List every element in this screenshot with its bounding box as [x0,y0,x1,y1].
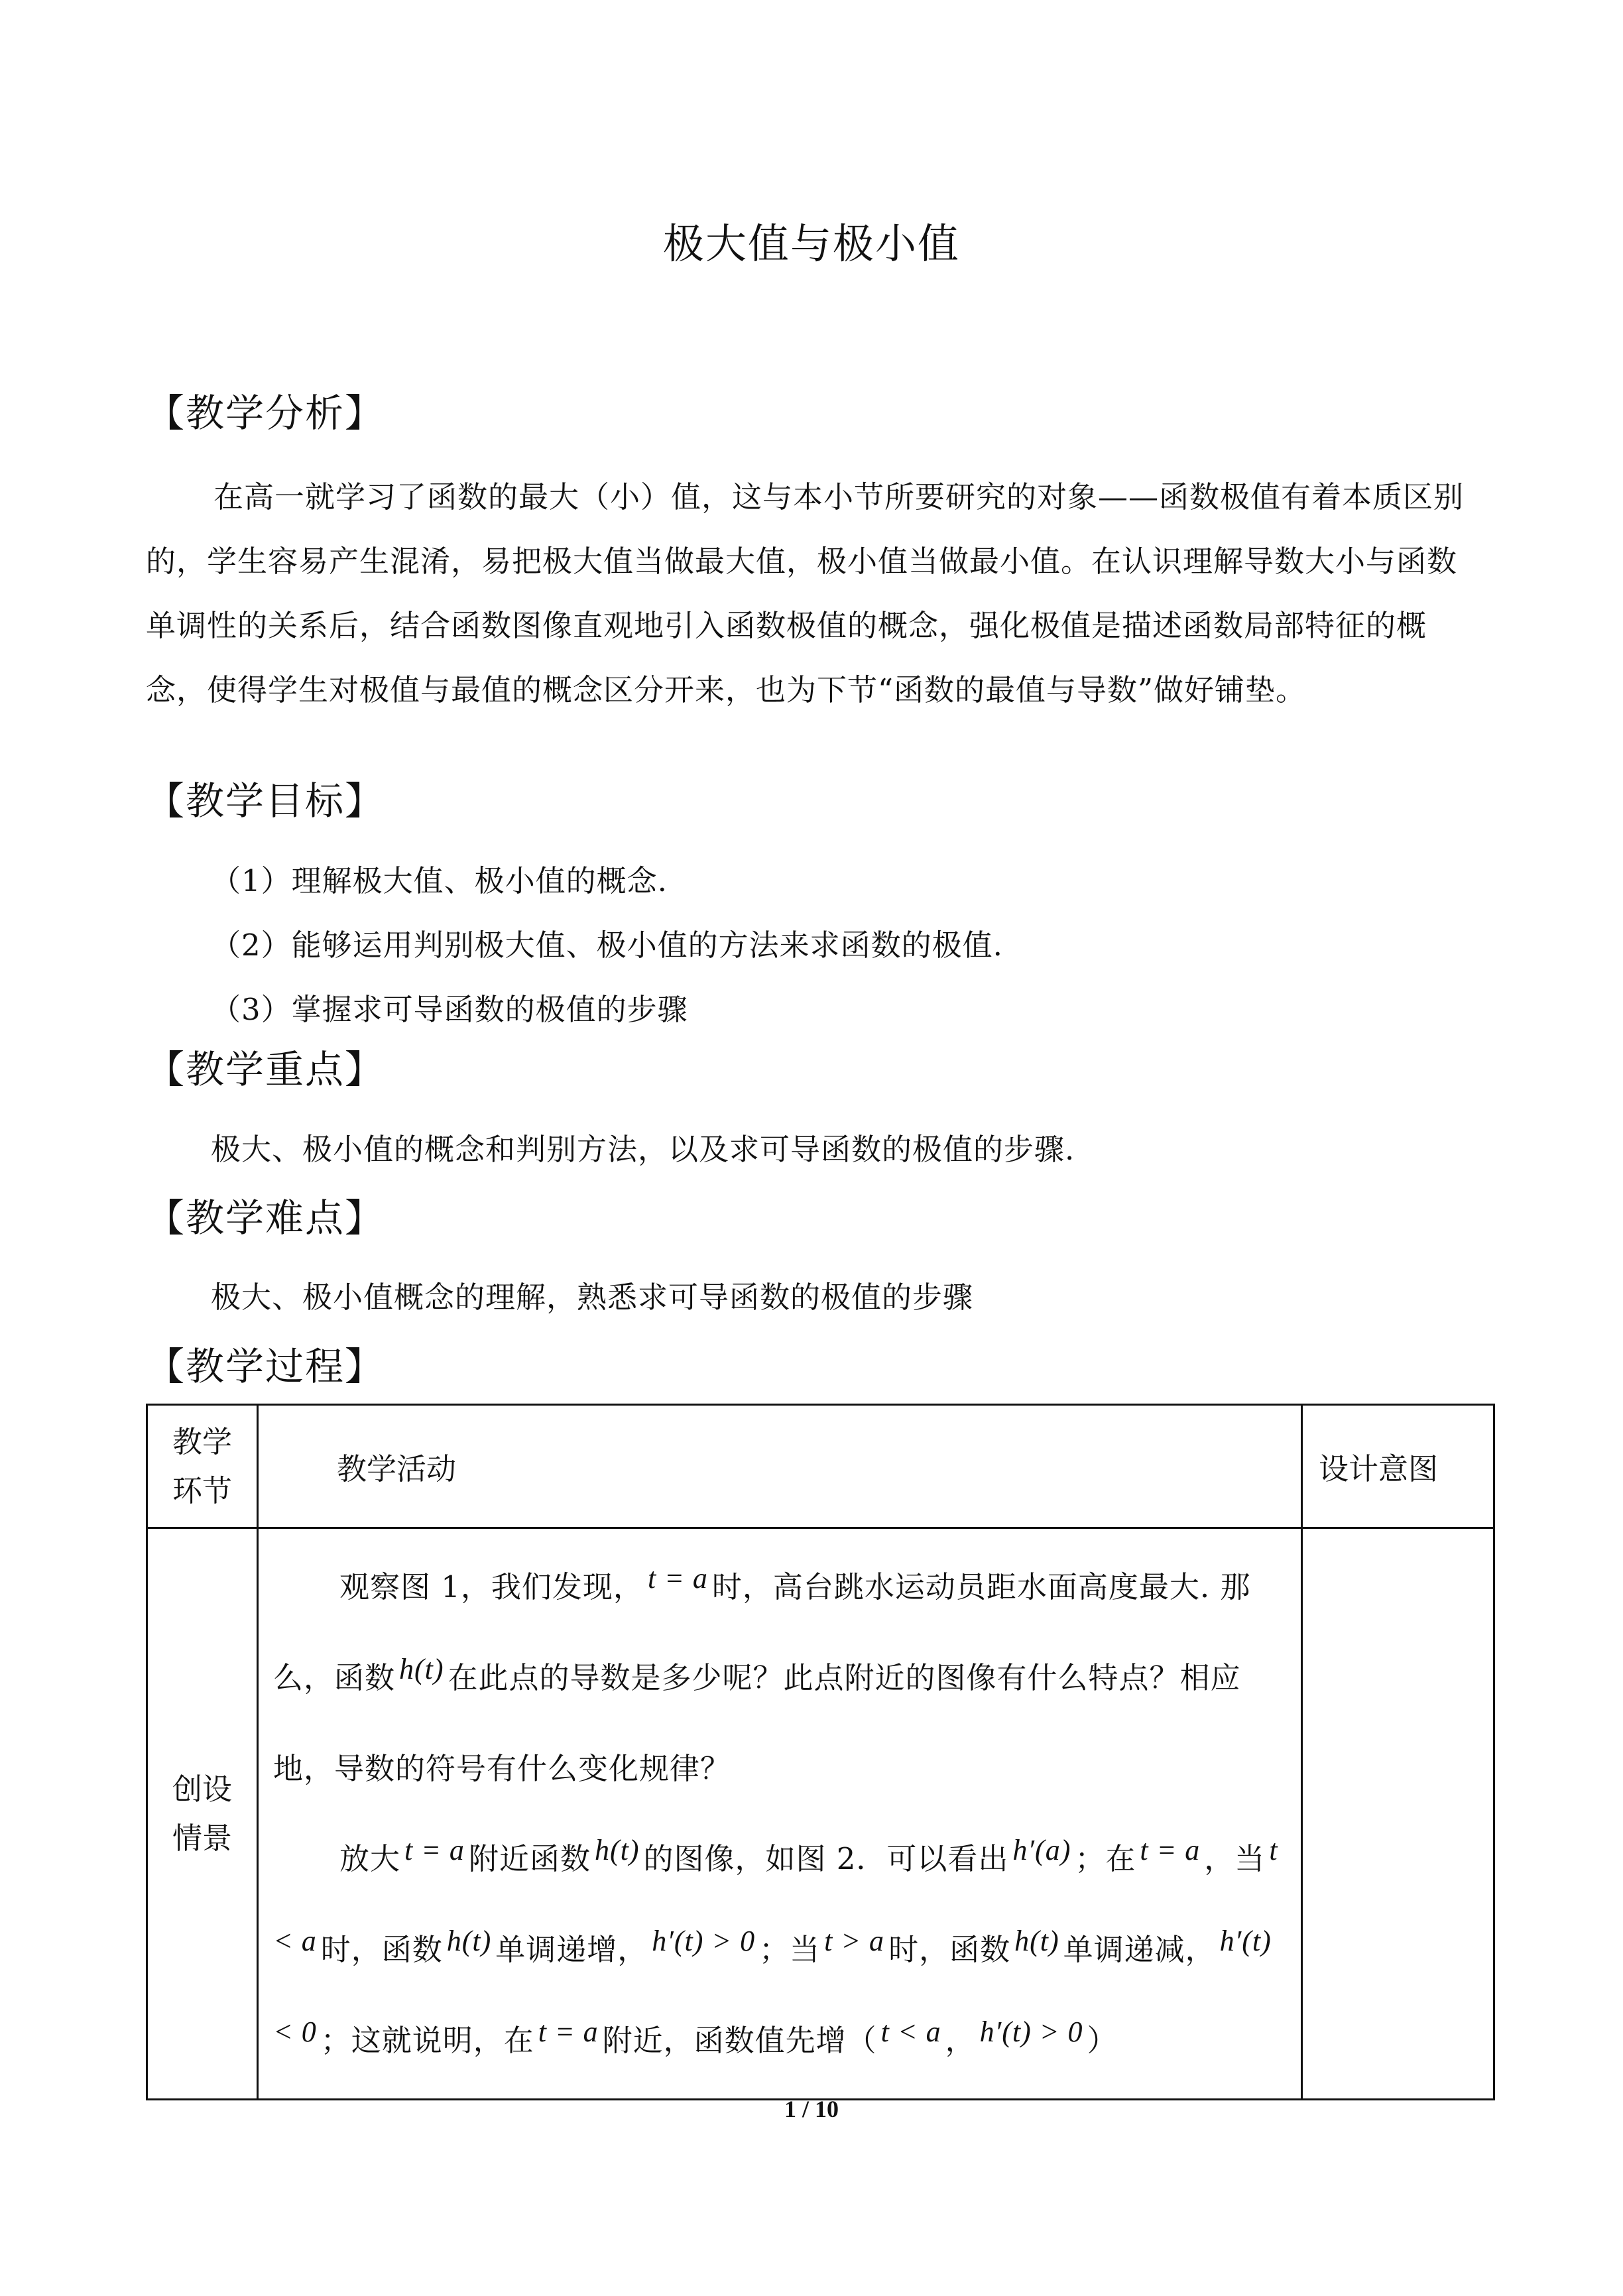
row-activity [258,1528,1302,2100]
document-title: 极大值与极小值 [662,219,960,268]
row-stage-line2: 情景 [172,1820,232,1856]
math-expression: h(t) [1014,1925,1059,1957]
table-row [147,1528,1494,2100]
math-expression: t < a [880,2016,941,2048]
heading-objectives: 【教学目标】 [146,778,385,823]
header-stage-line2: 环节 [172,1473,232,1508]
heading-analysis: 【教学分析】 [146,391,385,436]
objective-item-2: （2）能够运用判别极大值、极小值的方法来求函数的极值. [211,928,1003,963]
math-expression: t < a [273,1834,1278,1957]
math-expression: h(t) [594,1834,640,1866]
objective-item-3: （3）掌握求可导函数的极值的步骤 [211,992,688,1027]
activity-paragraph-2: 放大 t = a 附近函数 h(t) 的图像，如图 2．可以看出 h′(a) ；在 t = a ，当 t < a 时，函数 h(t) 单调递增， h′(t) > 0 ；当 t > a 时，函数 h(t) 单调递减， h′(t) < 0 ；这就说明，在 t = a 附近，函数值先增（ t < a ， h′(t) > 0 ） [273,1834,1278,2058]
math-expression: t = a [1140,1834,1201,1866]
math-expression: t = a [538,2016,599,2048]
header-activity: 教学活动 [258,1405,1302,1528]
row-intent [1302,1528,1494,2100]
math-expression: t = a [404,1834,465,1866]
heading-key-points: 【教学重点】 [146,1047,385,1092]
difficulties-text: 极大、极小值概念的理解，熟悉求可导函数的极值的步骤 [211,1280,974,1315]
activity-paragraph-1: 观察图 1，我们发现， t = a 时，高台跳水运动员距水面高度最大. 那么，函数 h(t) 在此点的导数是多少呢？此点附近的图像有什么特点？相应地，导数的符号有什么变化规律？ [273,1562,1251,1786]
math-expression: t = a [647,1562,708,1595]
row-stage [147,1528,258,2100]
math-expression: t > a [824,1925,885,1957]
math-expression: h′(t) > 0 [652,1925,756,1957]
math-expression: h′(t) > 0 [979,2016,1083,2048]
key-points-text: 极大、极小值的概念和判别方法，以及求可导函数的极值的步骤. [211,1132,1075,1167]
objective-item-1: （1）理解极大值、极小值的概念. [211,863,668,898]
heading-difficulties: 【教学难点】 [146,1195,385,1240]
teaching-process-table [146,1404,1495,2100]
header-stage-line1: 教学 [172,1423,232,1459]
math-expression: h′(a) [1012,1834,1071,1866]
analysis-paragraph: 在高一就学习了函数的最大（小）值，这与本小节所要研究的对象——函数极值有着本质区别的，学生容易产生混淆，易把极大值当做最大值，极小值当做最小值。在认识理解导数大小与函数单调性的关系后，结合函数图像直观地引入函数极值的概念，强化极值是描述函数局部特征的概念，使得学生对极值与最值的概念区分开来，也为下节“函数的最值与导数”做好铺垫。 [146,479,1465,707]
heading-process: 【教学过程】 [146,1344,385,1389]
math-expression: h′(t) < 0 [273,1925,1272,2048]
page-number: 1 / 10 [784,2096,839,2122]
header-intent: 设计意图 [1302,1405,1494,1528]
header-stage [147,1405,258,1528]
table-header-row [147,1405,1494,1528]
row-stage-line1: 创设 [172,1771,232,1807]
math-expression: h(t) [399,1653,444,1685]
math-expression: h(t) [446,1925,492,1957]
